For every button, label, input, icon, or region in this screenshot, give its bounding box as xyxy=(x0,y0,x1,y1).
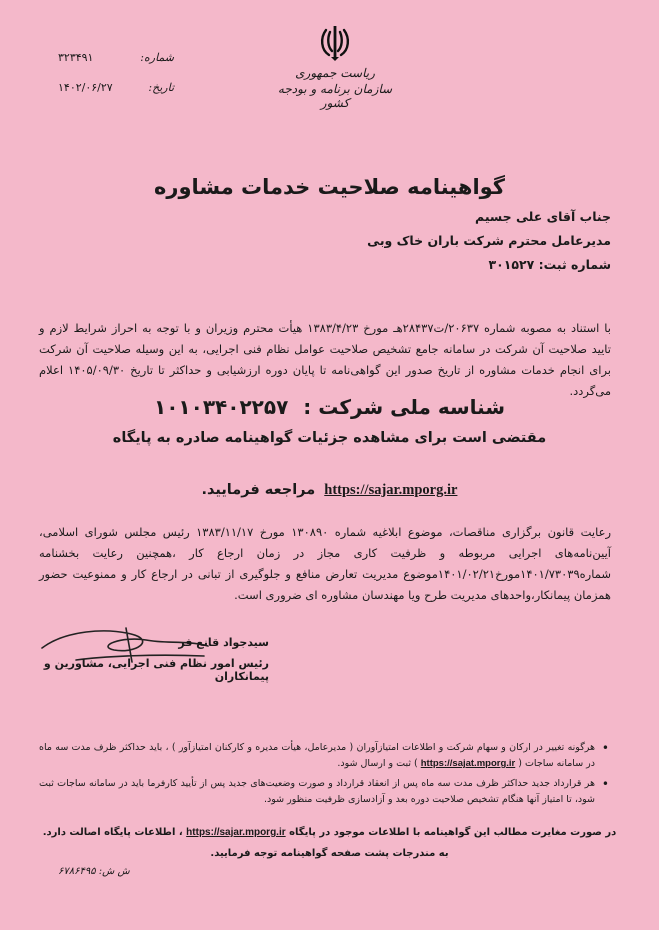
recipient-salutation: جناب آقای علی جسیم xyxy=(475,209,611,224)
sajar-link[interactable]: https://sajar.mporg.ir xyxy=(324,482,458,498)
body-paragraph-1: با استناد به مصوبه شماره ۲۰۶۳۷/ت۲۸۴۳۷هـ مورخ ۱۳۸۳/۴/۲۳ هیأت محترم وزیران و با توجه به احراز شرایط لازم و تایید صلاحیت آن شرکت در سامانه جامع تشخیص صلاحیت عوامل نظام فنی اجرایی، به این وسیله صلاحیت آن شرکت برای انجام خدمات مشاوره از تاریخ صدور این گواهی‌نامه تا پایان دوره ارزشیابی و حداکثر تا تاریخ ۱۴۰۵/۰۹/۳۰ اعلام می‌گردد. xyxy=(39,321,612,398)
footer-sajar-link[interactable]: https://sajar.mporg.ir xyxy=(186,827,286,838)
note-text-pre: هر قرارداد جدید حداکثر ظرف مدت سه ماه پس از انعقاد قرارداد و صورت وضعیت‌های جدید پس از تأیید کارفرما باید در سامانه ساجات ثبت شود، تا امتیاز آنها هنگام تشخیص صلاحیت دوره بعد و آزادسازی ظرفیت منظور شود. xyxy=(39,778,595,805)
letter-meta xyxy=(58,52,174,112)
national-id-label: شناسه ملی شرکت : xyxy=(303,395,505,419)
recipient-position: مدیرعامل محترم شرکت باران خاک وبی xyxy=(367,233,611,248)
note-text-pre: هرگونه تغییر در ارکان و سهام شرکت و اطلاعات امتیازآوران ( مدیرعامل، هیأت مدیره و کارکنان امتیازآور ) ، باید حداکثر ظرف مدت سه ماه در سامانه ساجات ( xyxy=(39,742,595,769)
lookup-text: مقتضی است برای مشاهده جزئیات گواهینامه صادره به پایگاه xyxy=(112,430,547,446)
signatory-title: رئیس امور نظام فنی اجرایی، مشاورین و پیمانکاران xyxy=(43,657,269,683)
national-id-value: ۱۰۱۰۳۴۰۲۲۵۷ xyxy=(154,395,289,419)
org-name: سازمان برنامه و بودجه کشور xyxy=(277,82,393,110)
note-item xyxy=(39,740,609,772)
letter-date: ۱۴۰۲/۰۶/۲۷ xyxy=(58,81,113,95)
recipient-block xyxy=(51,205,611,277)
letter-number-label: شماره: xyxy=(140,51,174,64)
letter-number-row xyxy=(58,52,174,64)
letter-date-row xyxy=(58,82,174,94)
body-paragraph-2: رعایت قانون برگزاری مناقصات، موضوع ابلاغیه شماره ۱۳۰۸۹۰ مورخ ۱۳۸۳/۱۱/۱۷ رئیس مجلس شورای اسلامی، آیین‌نامه‌های اجرایی مربوطه و ظرفیت کاری مجاز در زمان ارجاع کار ،همچنین رعایت بخشنامه شماره۱۴۰۱/۷۳۰۳۹مورخ۱۴۰۱/۰۲/۲۱موضوع مدیریت تعارض منافع و جلوگیری از تبانی در ارجاع کار و ممنوعیت حضور همزمان پیمانکار،واحدهای مدیریت طرح ویا مهندسان مشاوره ای ضروری است. xyxy=(39,525,611,602)
serial-number: ش ش: ۶۷۸۶۴۹۵ xyxy=(58,866,130,877)
registration-number: شماره ثبت: ۳۰۱۵۲۷ xyxy=(488,257,611,272)
bullet-icon: • xyxy=(601,741,609,755)
iran-emblem-icon xyxy=(317,22,353,62)
note-text-post: ) ثبت و ارسال شود. xyxy=(337,758,418,769)
letter-date-label: تاریخ: xyxy=(148,81,174,95)
footer-line-1 xyxy=(0,827,659,838)
org-presidency: ریاست جمهوری xyxy=(295,66,375,80)
footer-text-pre: در صورت مغایرت مطالب این گواهینامه با اطلاعات موجود در پایگاه xyxy=(289,827,617,838)
note-item xyxy=(39,776,609,808)
refer-line xyxy=(0,482,659,499)
org-header xyxy=(275,22,395,110)
page-title: گواهینامه صلاحیت خدمات مشاوره xyxy=(153,175,506,199)
letter-number: ۳۲۳۴۹۱ xyxy=(58,51,94,64)
national-id xyxy=(0,395,659,419)
footer-text-post: ، اطلاعات پایگاه اصالت دارد. xyxy=(42,827,183,838)
notes-list xyxy=(39,740,609,812)
sajat-link[interactable]: https://sajat.mporg.ir xyxy=(420,758,516,769)
refer-suffix: مراجعه فرمایید. xyxy=(201,482,316,498)
bullet-icon: • xyxy=(601,777,609,791)
footer-line-2: به مندرجات پشت صفحه گواهینامه توجه فرمایید. xyxy=(210,848,449,859)
signatory-name: سیدجواد قانع فر xyxy=(178,636,269,649)
